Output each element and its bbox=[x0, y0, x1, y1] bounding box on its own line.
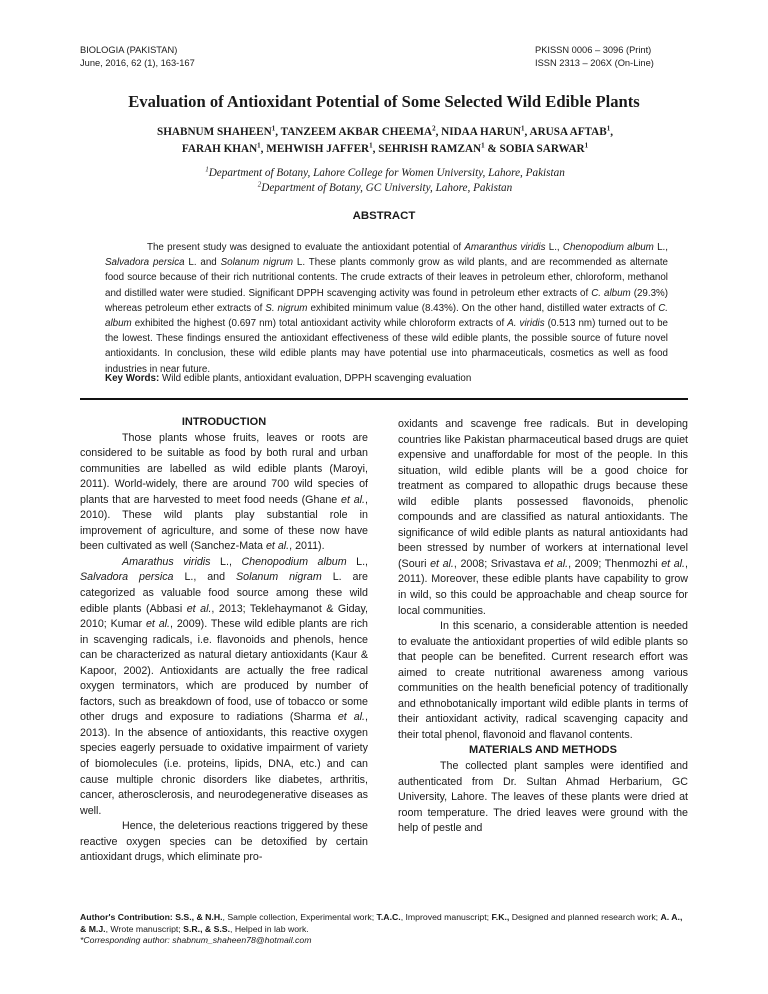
corresponding-author: *Corresponding author: shabnum_shaheen78@hotmail.com bbox=[80, 935, 312, 945]
journal-name: BIOLOGIA (PAKISTAN) bbox=[80, 45, 178, 55]
column-left bbox=[80, 415, 368, 866]
affiliation: $^1$Department of Botany, Lahore College for Women University, Lahore, Pakistan bbox=[205, 165, 565, 179]
author: SHABNUM SHAHEEN$^1$ bbox=[156, 124, 276, 138]
abstract-paragraph: The present study was designed to evaluate the antioxidant potential of Amaranthus viridis L., Chenopodium album L., Salvadora persica L. and Solanum nigrum L. These plants commonly grow as wild plants, and are recommended as alternate food source because of their rich nutritional contents. The crude extracts of their leaves in petroleum ether, chloroform, methanol and distilled water were studied. Significant DPPH scavenging activity was found in petroleum ether extracts of C. album (29.3%) whereas petroleum ether extracts of S. nigrum exhibited minimum value (8.43%). On the other hand, distilled water extracts of C. album exhibited the highest (0.697 nm) total antioxidant activity while chloroform extracts of A. viridis (0.513 nm) turned out to be the lowest. These findings ensured the antioxidant effectiveness of these wild edible plants, the possible source of future novel antioxidants. In conclusion, these wild edible plants may have potential use into pharmaceuticals, cosmetics as well as food industries in near future. bbox=[105, 242, 668, 375]
body-paragraph: Those plants whose fruits, leaves or roots are considered to be suitable as food by both rural and urban communities are labelled as wild edible plants (Maroyi, 2011). World-widely, there are around 700 wild species of plants that are harvested to meet food needs (Ghane et al., 2010). These wild plants play substantial role in improvement of agriculture, and some of these now have been cultivated as well (Sanchez-Mata et al., 2011). bbox=[80, 431, 368, 553]
author: TANZEEM AKBAR CHEEMA$^2$ bbox=[280, 124, 436, 138]
section-heading-introduction: INTRODUCTION bbox=[181, 416, 267, 428]
running-header-left bbox=[80, 44, 195, 70]
author: ARUSA AFTAB$^1$ bbox=[529, 124, 611, 138]
paper-title: Evaluation of Antioxidant Potential of Some Selected Wild Edible Plants bbox=[128, 92, 640, 111]
body-paragraph: Amarathus viridis L., Chenopodium album L., Salvadora persica L., and Solanum nigram L. are categorized as valuable food source among these wild edible plants (Abbasi et al., 2013; Teklehaymanot & Giday, 2010; Kumar et al., 2009). These wild edible plants are rich in scavenging radicals, i.e. flavonoids and phenols, hence can be characterized as natural dietary antioxidants (Kaur & Kapoor, 2002). Antioxidants are actually the free radical oxygen terminators, which are produced by number of factors, such as breakdown of food, use of tobacco or some other drugs and exposure to radiations (Sharma et al., 2013). In the absence of antioxidants, this reactive oxygen species eagerly persuade to oxidative impairment of variety of biomolecules (i.e. proteins, lipids, DNA, etc.) and can cause multiple chronic disorders like diabetes, arthritis, cancer, atherosclerosis, and neurodegenerative diseases as well. bbox=[80, 555, 369, 817]
affiliation: $^2$Department of Botany, GC University, Lahore, Pakistan bbox=[257, 180, 513, 194]
author-contribution: Author's Contribution: S.S., & N.H., Sample collection, Experimental work; T.A.C., Improved manuscript; F.K., Designed and planned research work; A. A., & M.J., Wrote manuscript; S.R., & S.S., Helped in lab work. bbox=[80, 912, 683, 934]
body-paragraph: The collected plant samples were identified and authenticated from Dr. Sultan Ahmad Herbarium, GC University, Lahore. The leaves of these plants were dried at room temperature. The dried leaves were ground with the help of pestle and bbox=[398, 760, 688, 835]
abstract-body bbox=[105, 240, 668, 377]
running-header-right bbox=[535, 44, 654, 70]
issn-print: PKISSN 0006 – 3096 (Print) bbox=[535, 45, 652, 55]
author: NIDAA HARUN$^1$ bbox=[441, 124, 525, 138]
body-paragraph: oxidants and scavenge free radicals. But in developing countries like Pakistan pharmaceutical based drugs are quiet expensive and unaffordable for most of the people. In this situation, wild edible plants will be a good choice for treatment as compared to allopathic drugs because these wild edible plants possessed flavonoids, phenolic compounds and are classified as natural antioxidants. The significance of wild edible plants as natural antioxidants had been stressed by number of workers at international level (Souri et al., 2008; Srivastava et al., 2009; Thenmozhi et al., 2011). Moreover, these edible plants have capability to grow in wild, so this could be approachable and cheap source for local communities. bbox=[398, 418, 689, 617]
affiliations bbox=[80, 166, 690, 196]
section-heading-methods: MATERIALS AND METHODS bbox=[469, 744, 617, 757]
keywords-label: Key Words: bbox=[105, 373, 160, 384]
author: MEHWISH JAFFER$^1$ bbox=[266, 141, 373, 155]
author: FARAH KHAN$^1$ bbox=[181, 141, 261, 155]
footnote bbox=[80, 912, 690, 947]
author-list: SHABNUM SHAHEEN$^1$, TANZEEM AKBAR CHEEMA$^2$, NIDAA HARUN$^1$, ARUSA AFTAB$^1$, FARAH KHAN$^1$, MEHWISH JAFFER$^1$, SEHRISH RAMZAN$^1$ & SOBIA SARWAR$^1$ bbox=[156, 124, 613, 155]
body-paragraph: In this scenario, a considerable attention is needed to evaluate the antioxidant properties of wild edible plants so that people can be benefited. Current research effort was aimed to create nutritional awareness among various communities on the health beneficial potency of traditionally and ethnobotanically important wild edible plants in terms of their antioxidant activity, radical scavenging capacity and their total phenol, flavonoid and flavanol contents. bbox=[398, 620, 688, 741]
keywords: Key Words: Wild edible plants, antioxidant evaluation, DPPH scavenging evaluation bbox=[105, 373, 472, 384]
section-divider bbox=[80, 398, 688, 400]
abstract-heading: ABSTRACT bbox=[352, 210, 416, 222]
author: SOBIA SARWAR$^1$ bbox=[499, 141, 589, 155]
author: SEHRISH RAMZAN$^1$ bbox=[378, 141, 485, 155]
journal-issue: June, 2016, 62 (1), 163-167 bbox=[80, 58, 195, 68]
issn-online: ISSN 2313 – 206X (On-Line) bbox=[535, 58, 654, 68]
column-right bbox=[398, 417, 688, 837]
body-paragraph: Hence, the deleterious reactions triggered by these reactive oxygen species can be detoxified by certain antioxidant drugs, which eliminate pro- bbox=[80, 820, 368, 864]
